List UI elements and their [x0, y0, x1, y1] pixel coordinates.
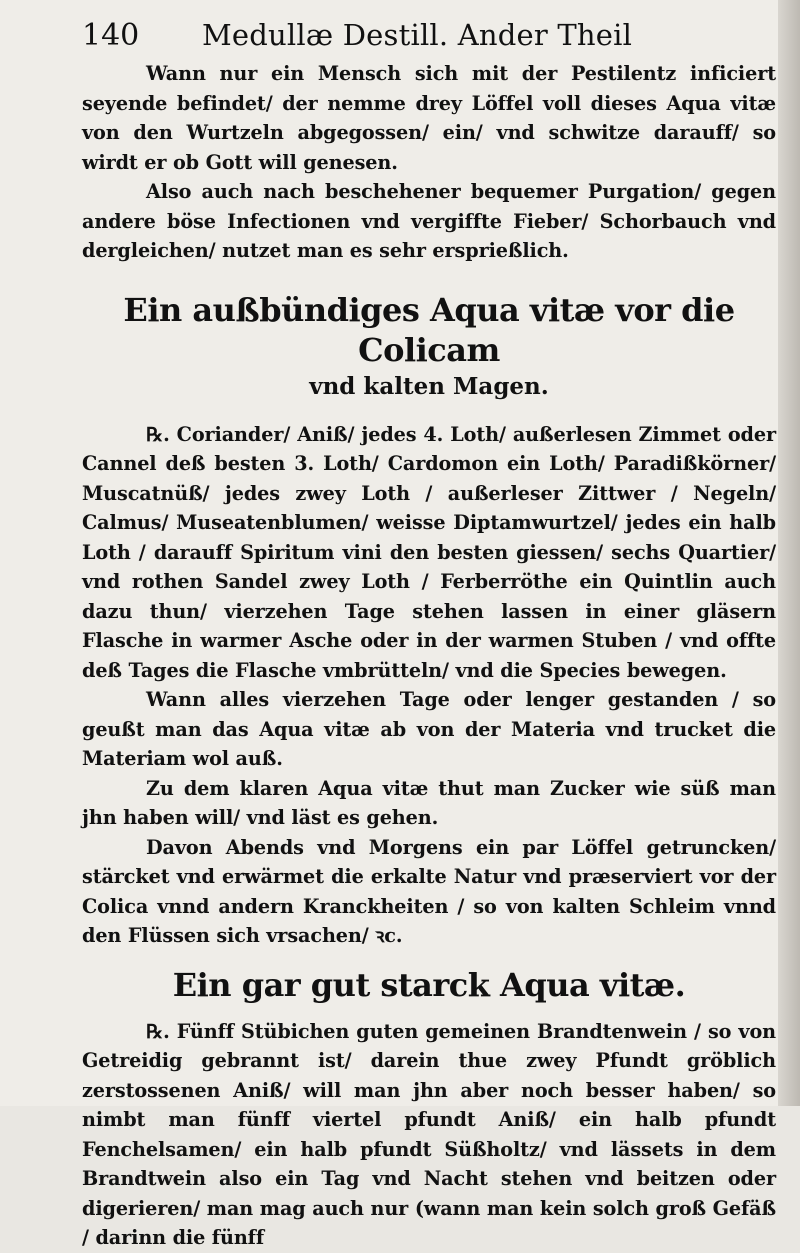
instruction-paragraph-2: Zu dem klaren Aqua vitæ thut man Zucker wie süß man jhn haben will/ vnd läst es gehen.: [82, 776, 776, 829]
section-heading-strong: Ein gar gut starck Aqua vitæ.: [172, 965, 686, 1004]
instruction-paragraph-3: Davon Abends vnd Morgens ein par Löffel getruncken/ stärcket vnd erwärmet die erkalte Natur vnd præserviert vor der Colica vnnd andern Kranckheiten / so von kalten Schleim vnnd den Flüssen sich vrsachen/ ꝛc.: [82, 835, 776, 947]
running-title: Medullæ Destill. Ander Theil: [202, 18, 633, 52]
page-number: 140: [82, 18, 140, 53]
recipe-paragraph-2: ℞. Fünff Stübichen guten gemeinen Brandtenwein / so von Getreidig gebrannt ist/ darein thue zwey Pfundt gröblich zerstossenen Aniß/ will man jhn aber noch besser haben/ so nimbt man fünff viertel pfundt Aniß/ ein halb pfundt Fenchelsamen/ ein halb pfundt Süßholtz/ vnd lässets in dem Brandtwein also ein Tag vnd Nacht stehen vnd beitzen oder digerieren/ man mag auch nur (wann man kein solch groß Gefäß / darinn die fünff: [82, 1019, 776, 1249]
intro-paragraph-2: Also auch nach beschehener bequemer Purgation/ gegen andere böse Infectionen vnd vergiffte Fieber/ Schorbauch vnd dergleichen/ nutzet man es sehr erspriеßlich.: [82, 180, 776, 262]
section-subheading-colic: vnd kalten Magen.: [309, 372, 549, 400]
section-heading-colic: Ein außbündiges Aqua vitæ vor die Colicam: [123, 290, 735, 369]
page-gutter: [778, 0, 800, 1106]
recipe-paragraph: ℞. Coriander/ Aniß/ jedes 4. Loth/ außerlesen Zimmet oder Cannel deß besten 3. Loth/ Cardomon ein Loth/ Paradißkörner/ Muscatnüß/ jedes zwey Loth / außerleser Zittwer / Negeln/ Calmus/ Museatenblumen/ weisse Diptamwurtzel/ jedes ein halb Loth / darauff Spiritum vini den besten giessen/ sechs Quartier/ vnd rothen Sandel zwey Loth / Ferberröthe ein Quintlin auch dazu thun/ vierzehen Tage stehen lassen in einer gläsern Flasche in warmer Asche oder in der warmen Stuben / vnd offte deß Tages die Flasche vmbrütteln/ vnd die Species bewegen.: [82, 422, 776, 682]
intro-paragraph-1: Wann nur ein Mensch sich mit der Pestilentz inficiert seyende befindet/ der nemme drey Löffel voll dieses Aqua vitæ von den Wurtzeln abgegossen/ ein/ vnd schwitze darauff/ so wirdt er ob Gott will genesen.: [82, 62, 776, 174]
instruction-paragraph-1: Wann alles vierzehen Tage oder lenger gestanden / so geußt man das Aqua vitæ ab von der Materia vnd trucket die Materiam wol auß.: [82, 688, 776, 770]
running-head: [82, 18, 776, 53]
